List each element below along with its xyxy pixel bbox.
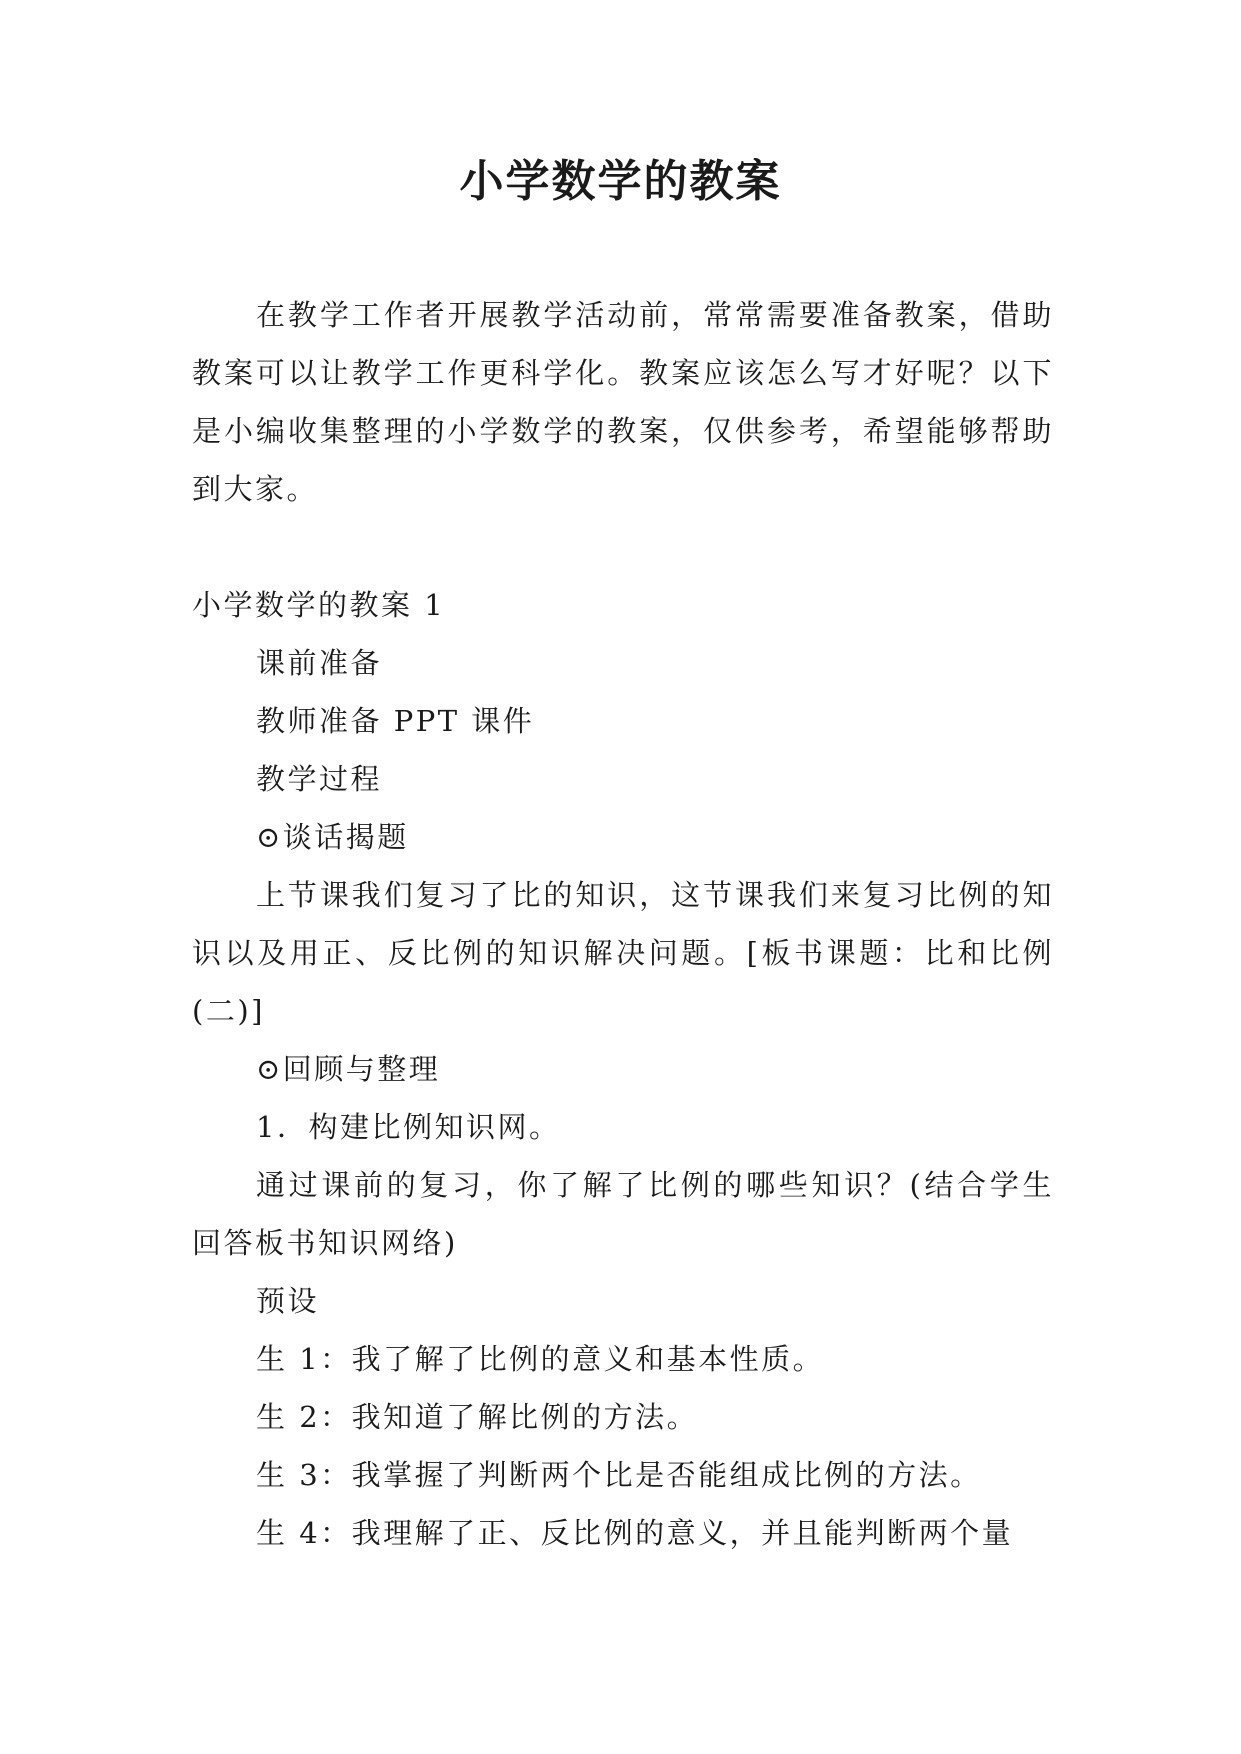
spacer (192, 518, 1054, 576)
paragraph: 生 2：我知道了解比例的方法。 (256, 1400, 699, 1434)
paragraph: ⊙谈话揭题 (256, 820, 409, 854)
document-title: 小学数学的教案 (459, 156, 782, 207)
paragraph: 生 4：我理解了正、反比例的意义，并且能判断两个量 (256, 1516, 1014, 1550)
paragraph: ⊙回顾与整理 (256, 1052, 441, 1086)
paragraph: 教学过程 (256, 762, 383, 796)
paragraph: 生 3：我掌握了判断两个比是否能组成比例的方法。 (256, 1458, 982, 1492)
paragraph: 课前准备 (256, 646, 383, 680)
section-heading: 小学数学的教案 1 (192, 588, 446, 622)
intro-paragraph: 在教学工作者开展教学活动前，常常需要准备教案，借助教案可以让教学工作更科学化。教案应该怎么写才好呢？以下是小编收集整理的小学数学的教案，仅供参考，希望能够帮助到大家。 (192, 298, 1054, 506)
paragraph: 教师准备 PPT 课件 (256, 704, 535, 738)
paragraph: 生 1：我了解了比例的意义和基本性质。 (256, 1342, 825, 1376)
paragraph: 预设 (256, 1284, 320, 1318)
document-body (192, 286, 1054, 1562)
paragraph: 1．构建比例知识网。 (256, 1110, 561, 1144)
paragraph: 上节课我们复习了比的知识，这节课我们来复习比例的知识以及用正、反比例的知识解决问题。[板书课题：比和比例(二)] (192, 878, 1054, 1028)
paragraph: 通过课前的复习，你了解了比例的哪些知识？(结合学生回答板书知识网络) (192, 1168, 1054, 1260)
